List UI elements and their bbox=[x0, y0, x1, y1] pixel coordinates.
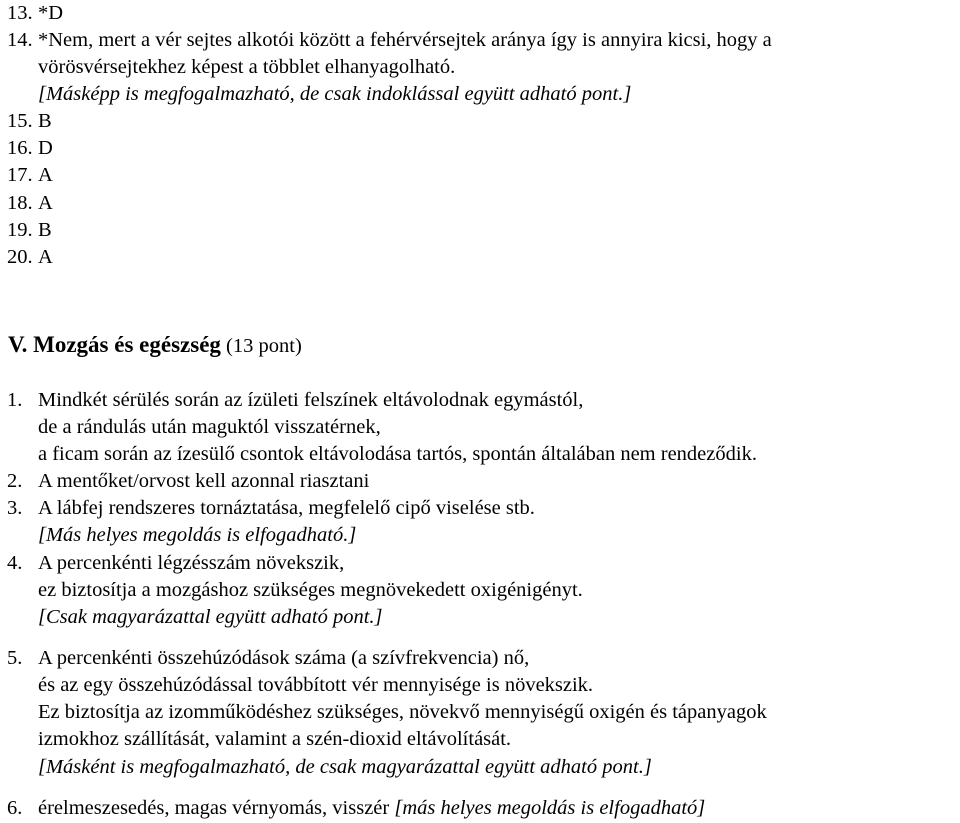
item-text: izmokhoz szállítását, valamint a szén-dioxid eltávolítását. bbox=[38, 728, 512, 750]
item-note: [Csak magyarázattal együtt adható pont.] bbox=[38, 606, 383, 628]
item-text: de a rándulás után maguktól visszatérnek, bbox=[38, 416, 381, 438]
item-number: 5. bbox=[7, 647, 23, 669]
item-note: [Más helyes megoldás is elfogadható.] bbox=[38, 524, 357, 546]
item-text: *Nem, mert a vér sejtes alkotói között a fehérvérsejtek aránya így is annyira kicsi, hogy a bbox=[38, 29, 772, 51]
item-number: 20. bbox=[7, 246, 33, 268]
item-number: 18. bbox=[7, 192, 33, 214]
item-text: B bbox=[38, 110, 52, 132]
item-text: Ez biztosítja az izomműködéshez szükséges, növekvő mennyiségű oxigén és tápanyagok bbox=[38, 701, 767, 723]
item-number: 19. bbox=[7, 219, 33, 241]
item-number: 3. bbox=[7, 497, 23, 519]
item-number: 15. bbox=[7, 110, 33, 132]
item-text-group bbox=[38, 795, 705, 822]
item-text: Mindkét sérülés során az ízületi felszínek eltávolodnak egymástól, bbox=[38, 389, 584, 411]
item-text: A percenkénti légzésszám növekszik, bbox=[38, 552, 345, 574]
item-number: 1. bbox=[7, 389, 23, 411]
item-note: [Másként is megfogalmazható, de csak magyarázattal együtt adható pont.] bbox=[38, 756, 652, 778]
item-text: vörösvérsejtekhez képest a többlet elhanyagolható. bbox=[38, 56, 456, 78]
section-points: (13 pont) bbox=[226, 335, 302, 357]
item-text: A bbox=[38, 246, 53, 268]
item-text: A mentőket/orvost kell azonnal riasztani bbox=[38, 470, 370, 492]
item-note: [Másképp is megfogalmazható, de csak indoklással együtt adható pont.] bbox=[38, 83, 632, 105]
item-number: 2. bbox=[7, 470, 23, 492]
item-text: A lábfej rendszeres tornáztatása, megfelelő cipő viselése stb. bbox=[38, 497, 535, 519]
item-text: A percenkénti összehúzódások száma (a szívfrekvencia) nő, bbox=[38, 647, 530, 669]
item-number: 16. bbox=[7, 137, 33, 159]
item-text: B bbox=[38, 219, 52, 241]
item-number: 4. bbox=[7, 552, 23, 574]
section-heading bbox=[8, 330, 302, 361]
item-text: a ficam során az ízesülő csontok eltávolodása tartós, spontán általában nem rendeződik. bbox=[38, 443, 757, 465]
item-text: A bbox=[38, 164, 53, 186]
item-number: 13. bbox=[7, 2, 33, 24]
section-title: V. Mozgás és egészség bbox=[8, 332, 221, 357]
item-number: 17. bbox=[7, 164, 33, 186]
item-number: 14. bbox=[7, 29, 33, 51]
item-number: 6. bbox=[7, 797, 23, 819]
item-text: érelmeszesedés, magas vérnyomás, visszér bbox=[38, 797, 390, 819]
item-text: *D bbox=[38, 2, 64, 24]
item-text: ez biztosítja a mozgáshoz szükséges megnövekedett oxigénigényt. bbox=[38, 579, 583, 601]
item-note: [más helyes megoldás is elfogadható] bbox=[389, 797, 706, 819]
item-text: és az egy összehúzódással továbbított vér mennyisége is növekszik. bbox=[38, 674, 594, 696]
item-text: D bbox=[38, 137, 53, 159]
item-text: A bbox=[38, 192, 53, 214]
